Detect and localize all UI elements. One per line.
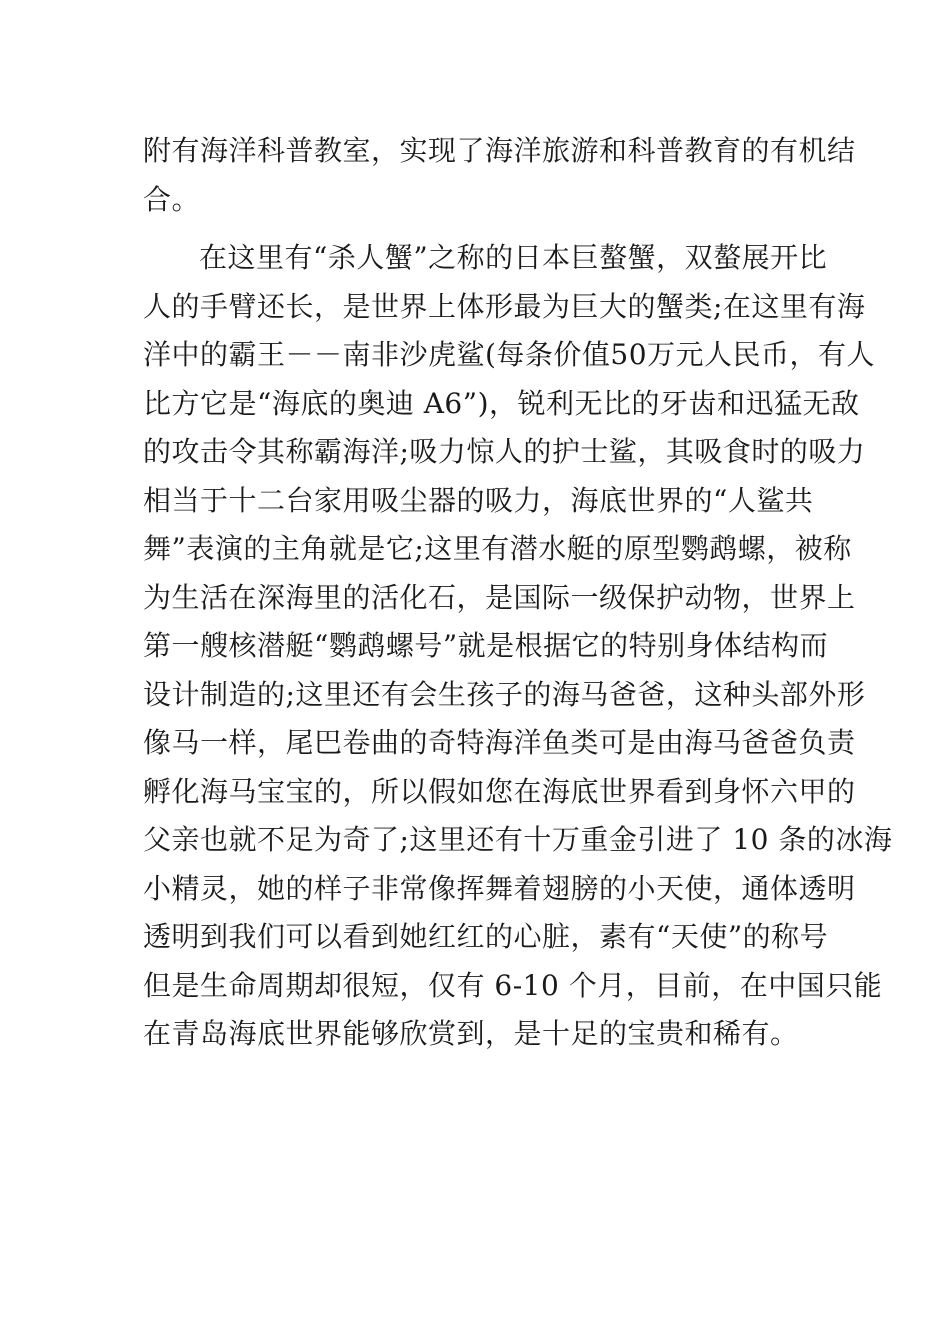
paragraph-2 <box>143 234 893 1059</box>
paragraph-spacer <box>143 224 813 234</box>
text-line: 在青岛海底世界能够欣赏到，是十足的宝贵和稀有。 <box>143 1017 799 1050</box>
text-line: 父亲也就不足为奇了;这里还有十万重金引进了 10 条的冰海 <box>143 823 893 856</box>
text-line-first: 在这里有“杀人蟹”之称的日本巨螯蟹，双螯展开比 <box>199 241 828 274</box>
text-line: 但是生命周期却很短，仅有 6-10 个月，目前，在中国只能 <box>143 968 883 1002</box>
text-line: 合。 <box>143 182 201 216</box>
document-body <box>143 127 893 1059</box>
text-line: 洋中的霸王－－南非沙虎鲨(每条价值50万元人民币，有人 <box>143 338 876 371</box>
text-line: 附有海洋科普教室，实现了海洋旅游和科普教育的有机结 <box>143 134 856 167</box>
paragraph-1 <box>143 127 856 224</box>
text-line: 为生活在深海里的活化石，是国际一级保护动物，世界上 <box>143 580 856 614</box>
text-line: 舞”表演的主角就是它;这里有潜水艇的原型鹦鹉螺，被称 <box>143 532 852 565</box>
text-line: 人的手臂还长，是世界上体形最为巨大的蟹类;在这里有海 <box>143 289 866 323</box>
text-line: 透明到我们可以看到她红红的心脏，素有“天使”的称号 <box>143 920 829 953</box>
text-line: 第一艘核潜艇“鹦鹉螺号”就是根据它的特别身体结构而 <box>143 629 829 662</box>
text-line: 相当于十二台家用吸尘器的吸力，海底世界的“人鲨共 <box>143 483 814 517</box>
text-line: 设计制造的;这里还有会生孩子的海马爸爸，这种头部外形 <box>143 677 866 711</box>
text-line: 小精灵，她的样子非常像挥舞着翅膀的小天使，通体透明 <box>143 871 856 905</box>
text-line: 的攻击令其称霸海洋;吸力惊人的护士鲨，其吸食时的吸力 <box>143 435 866 468</box>
text-line: 像马一样，尾巴卷曲的奇特海洋鱼类可是由海马爸爸负责 <box>143 726 856 759</box>
text-line: 孵化海马宝宝的，所以假如您在海底世界看到身怀六甲的 <box>143 774 856 808</box>
text-line: 比方它是“海底的奥迪 A6”)，锐利无比的牙齿和迅猛无敌 <box>143 386 860 420</box>
